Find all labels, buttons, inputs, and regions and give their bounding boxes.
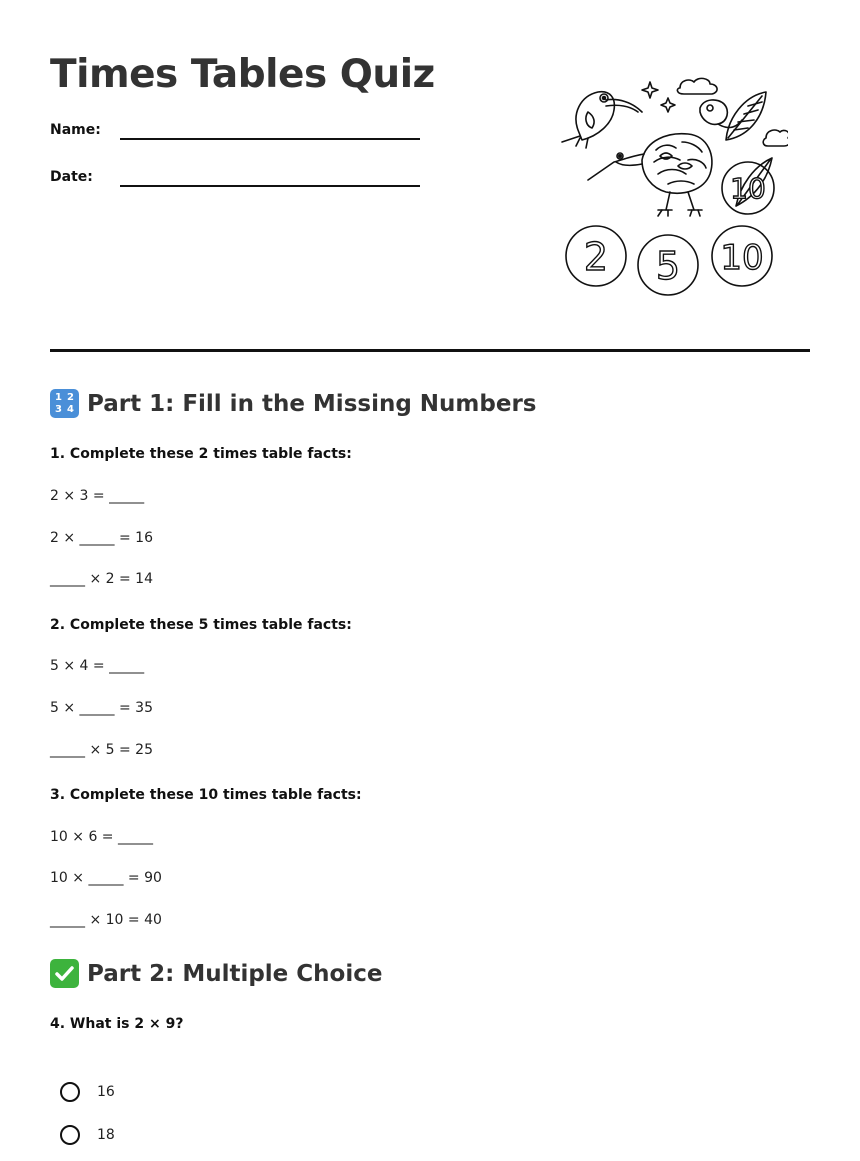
part2-heading	[50, 959, 382, 988]
question-1-prompt: 1. Complete these 2 times table facts:	[50, 446, 352, 462]
date-label: Date:	[50, 169, 93, 185]
question-2-fact-3[interactable]: _____ × 5 = 25	[50, 742, 153, 758]
radio-button[interactable]	[60, 1082, 80, 1102]
question-2-fact-1[interactable]: 5 × 4 = _____	[50, 658, 145, 674]
icon-digit: 4	[67, 404, 74, 415]
sparkle-icon	[642, 82, 675, 112]
icon-digit: 2	[67, 392, 74, 403]
part1-heading	[50, 389, 537, 418]
header-divider	[50, 349, 810, 352]
kiwi-icon	[588, 134, 712, 216]
date-field	[50, 169, 420, 199]
option-label: 18	[97, 1127, 115, 1143]
number-circle-5-text: 5	[655, 244, 681, 288]
icon-digit: 3	[55, 404, 62, 415]
name-write-line[interactable]	[120, 138, 420, 140]
name-label: Name:	[50, 122, 101, 138]
number-circle-10-text: 10	[720, 238, 764, 278]
question-1-fact-1[interactable]: 2 × 3 = _____	[50, 488, 145, 504]
part2-title: Part 2: Multiple Choice	[87, 960, 383, 987]
question-3-fact-2[interactable]: 10 × _____ = 90	[50, 870, 162, 886]
radio-button[interactable]	[60, 1125, 80, 1145]
date-write-line[interactable]	[120, 185, 420, 187]
question-4-option-1[interactable]	[60, 1080, 115, 1104]
corner-number-text: 10	[730, 172, 766, 205]
question-3-fact-3[interactable]: _____ × 10 = 40	[50, 912, 162, 928]
option-label: 16	[97, 1084, 115, 1100]
part1-title: Part 1: Fill in the Missing Numbers	[87, 390, 537, 417]
question-2-fact-2[interactable]: 5 × _____ = 35	[50, 700, 153, 716]
question-4-option-2[interactable]	[60, 1123, 115, 1147]
question-1-fact-3[interactable]: _____ × 2 = 14	[50, 571, 153, 587]
icon-digit: 1	[55, 392, 62, 403]
number-circle-2-text: 2	[583, 235, 609, 279]
name-field	[50, 122, 420, 152]
page-title: Times Tables Quiz	[50, 52, 435, 97]
bird-icon	[562, 92, 642, 148]
leaf-icon	[726, 92, 766, 140]
question-1-fact-2[interactable]: 2 × _____ = 16	[50, 530, 153, 546]
question-4-prompt: 4. What is 2 × 9?	[50, 1016, 184, 1032]
check-mark-icon	[50, 959, 79, 988]
question-3-fact-1[interactable]: 10 × 6 = _____	[50, 829, 153, 845]
times-tables-illustration	[558, 70, 788, 302]
question-3-prompt: 3. Complete these 10 times table facts:	[50, 787, 362, 803]
question-2-prompt: 2. Complete these 5 times table facts:	[50, 617, 352, 633]
input-numbers-icon	[50, 389, 79, 418]
